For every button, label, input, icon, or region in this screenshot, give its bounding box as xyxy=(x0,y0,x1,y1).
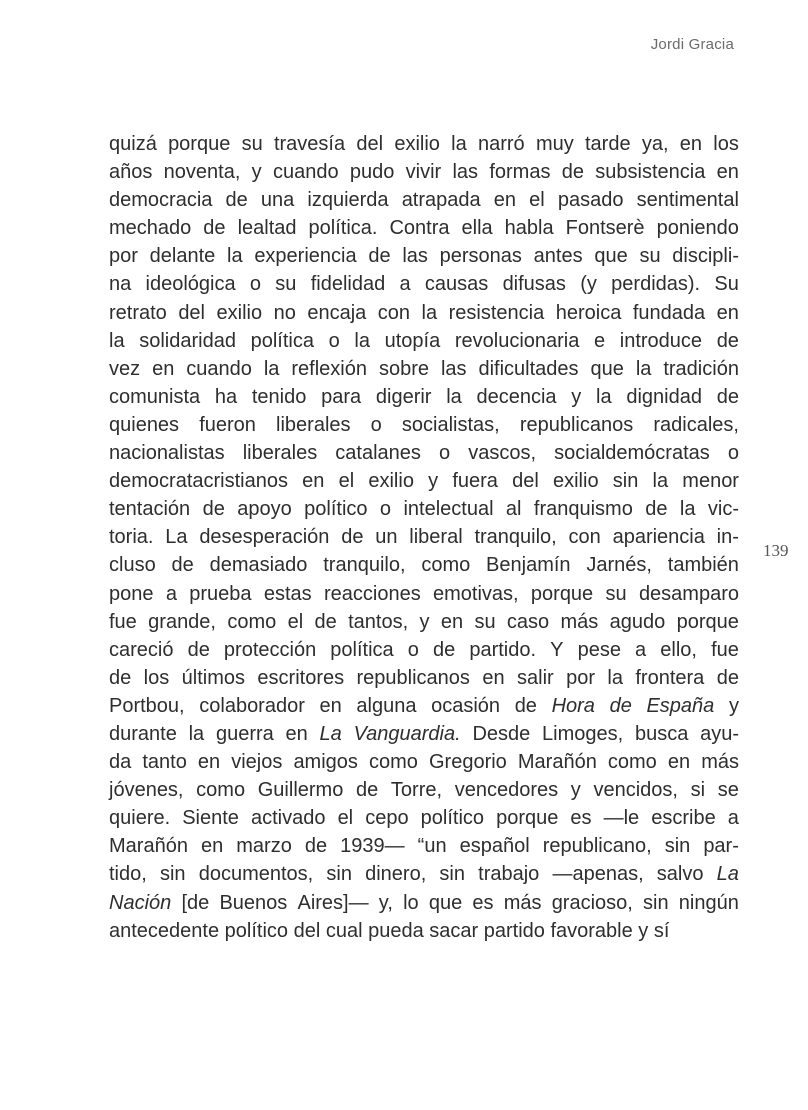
body-line: Portbou, colaborador en alguna ocasión de Hora de España y xyxy=(109,694,739,717)
body-line: años noventa, y cuando pudo vivir las formas de subsistencia en xyxy=(109,161,739,184)
body-line: antecedente político del cual pueda sacar partido favorable y sí xyxy=(109,919,670,942)
body-line: jóvenes, como Guillermo de Torre, vencedores y vencidos, si se xyxy=(109,779,739,802)
body-line: nacionalistas liberales catalanes o vascos, socialdemócratas o xyxy=(109,442,739,465)
body-line: tentación de apoyo político o intelectual al franquismo de la vic- xyxy=(109,498,739,521)
body-line: toria. La desesperación de un liberal tranquilo, con apariencia in- xyxy=(109,526,739,549)
body-line: por delante la experiencia de las personas antes que su discipli- xyxy=(109,245,739,268)
body-line: careció de protección política o de partido. Y pese a ello, fue xyxy=(109,638,739,661)
body-line: democracia de una izquierda atrapada en el pasado sentimental xyxy=(109,189,739,212)
body-line: Marañón en marzo de 1939— “un español republicano, sin par- xyxy=(109,835,739,858)
body-line: fue grande, como el de tantos, y en su caso más agudo porque xyxy=(109,610,739,633)
body-line: de los últimos escritores republicanos en salir por la frontera de xyxy=(109,666,739,689)
body-line: Nación [de Buenos Aires]— y, lo que es más gracioso, sin ningún xyxy=(109,891,739,914)
body-text xyxy=(109,130,739,945)
body-line: na ideológica o su fidelidad a causas difusas (y perdidas). Su xyxy=(109,273,739,296)
body-line: democratacristianos en el exilio y fuera del exilio sin la menor xyxy=(109,470,739,493)
body-line: quizá porque su travesía del exilio la narró muy tarde ya, en los xyxy=(109,133,739,155)
body-line: quiere. Siente activado el cepo político porque es —le escribe a xyxy=(109,807,739,830)
body-line: mechado de lealtad política. Contra ella habla Fontserè poniendo xyxy=(109,217,739,240)
body-line: quienes fueron liberales o socialistas, republicanos radicales, xyxy=(109,413,739,436)
body-line: la solidaridad política o la utopía revolucionaria e introduce de xyxy=(109,329,739,352)
body-line: comunista ha tenido para digerir la decencia y la dignidad de xyxy=(109,385,739,408)
body-line: durante la guerra en La Vanguardia. Desde Limoges, busca ayu- xyxy=(109,722,739,745)
body-line: retrato del exilio no encaja con la resistencia heroica fundada en xyxy=(109,301,739,324)
body-line: tido, sin documentos, sin dinero, sin trabajo —apenas, salvo La xyxy=(109,863,739,886)
body-line: cluso de demasiado tranquilo, como Benjamín Jarnés, también xyxy=(109,554,739,577)
page-number: 139 xyxy=(763,541,789,560)
body-line: da tanto en viejos amigos como Gregorio Marañón como en más xyxy=(109,751,739,774)
body-line: pone a prueba estas reacciones emotivas, porque su desamparo xyxy=(109,582,739,605)
body-line: vez en cuando la reflexión sobre las dificultades que la tradición xyxy=(109,357,739,380)
running-header: Jordi Gracia xyxy=(650,36,734,53)
